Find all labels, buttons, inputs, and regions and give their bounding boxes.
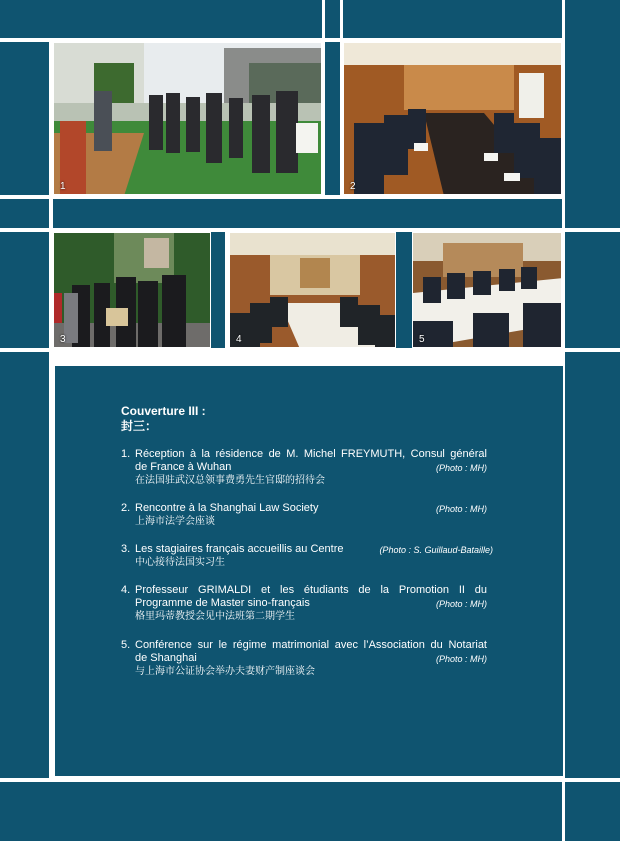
item-4-number: 4. bbox=[121, 584, 131, 596]
photo-3-image bbox=[54, 233, 211, 348]
item-4-line2: Programme de Master sino-français bbox=[135, 597, 310, 609]
item-4-zh: 格里玛蒂教授会见中法班第二期学生 bbox=[135, 611, 295, 622]
frame-strip-b bbox=[396, 232, 412, 348]
frame-bottom-right bbox=[565, 782, 620, 841]
item-3-credit: (Photo : S. Guillaud-Bataille) bbox=[379, 545, 493, 555]
frame-left-lower bbox=[0, 352, 49, 778]
item-2-number: 2. bbox=[121, 502, 131, 514]
caption-item-5 bbox=[121, 639, 487, 678]
item-3-zh: 中心接待法国实习生 bbox=[135, 557, 225, 568]
photo-5-number: 5 bbox=[419, 334, 425, 345]
item-3-line1: Les stagiaires français accueillis au Centre bbox=[135, 543, 344, 555]
frame-band bbox=[0, 199, 49, 228]
caption-panel bbox=[55, 366, 563, 776]
frame-top-mid bbox=[325, 0, 340, 38]
photo-4 bbox=[229, 232, 396, 348]
frame-left-upper bbox=[0, 42, 49, 195]
item-1-credit: (Photo : MH) bbox=[435, 463, 487, 473]
caption-item-1 bbox=[121, 448, 487, 487]
item-3-number: 3. bbox=[121, 543, 131, 555]
item-2-credit: (Photo : MH) bbox=[435, 504, 487, 514]
photo-3 bbox=[53, 232, 211, 348]
item-4-line2-row bbox=[135, 597, 487, 610]
photo-2-image bbox=[344, 43, 562, 195]
frame-bottom-left bbox=[0, 782, 562, 841]
heading-fr: Couverture III : bbox=[121, 404, 206, 418]
heading-zh: 封三： bbox=[121, 419, 158, 433]
item-4-line1: Professeur GRIMALDI et les étudiants de la Promotion II du bbox=[135, 584, 487, 596]
photo-2-number: 2 bbox=[350, 181, 356, 192]
photo-2 bbox=[343, 42, 562, 195]
item-2-line1-row bbox=[135, 502, 487, 515]
frame-left-middle bbox=[0, 232, 49, 348]
frame-top-right bbox=[343, 0, 562, 38]
item-1-line2: de France à Wuhan bbox=[135, 461, 232, 473]
caption-heading bbox=[121, 404, 206, 434]
photo-4-number: 4 bbox=[236, 334, 242, 345]
frame-right-middle bbox=[565, 232, 620, 348]
item-1-line2-row bbox=[135, 461, 487, 474]
caption-item-4 bbox=[121, 584, 487, 623]
item-1-zh: 在法国驻武汉总领事费勇先生官邸的招待会 bbox=[135, 475, 325, 486]
item-5-line2-row bbox=[135, 652, 487, 665]
item-5-line1: Conférence sur le régime matrimonial avec l’Association du Notariat bbox=[135, 639, 487, 651]
frame-strip-a bbox=[211, 232, 225, 348]
item-5-credit: (Photo : MH) bbox=[435, 654, 487, 664]
item-4-credit: (Photo : MH) bbox=[435, 599, 487, 609]
photo-1 bbox=[53, 42, 322, 195]
photo-3-number: 3 bbox=[60, 334, 66, 345]
photo-5 bbox=[412, 232, 562, 348]
item-3-line1-row bbox=[135, 543, 493, 556]
item-2-zh: 上海市法学会座谈 bbox=[135, 516, 215, 527]
item-5-zh: 与上海市公证协会举办夫妻财产制座谈会 bbox=[135, 666, 315, 677]
frame-band-wide bbox=[53, 199, 562, 228]
frame-right-column bbox=[565, 0, 620, 228]
photo-4-image bbox=[230, 233, 396, 348]
item-5-number: 5. bbox=[121, 639, 131, 651]
caption-item-3 bbox=[121, 543, 493, 569]
frame-mid-strip bbox=[325, 42, 340, 195]
photo-5-image bbox=[413, 233, 562, 348]
item-2-line1: Rencontre à la Shanghai Law Society bbox=[135, 502, 319, 514]
frame-top-left bbox=[0, 0, 322, 38]
item-5-line2: de Shanghai bbox=[135, 652, 197, 664]
item-1-line1: Réception à la résidence de M. Michel FREYMUTH, Consul général bbox=[135, 448, 487, 460]
photo-1-number: 1 bbox=[60, 181, 66, 192]
caption-item-2 bbox=[121, 502, 487, 528]
photo-1-image bbox=[54, 43, 322, 195]
item-1-number: 1. bbox=[121, 448, 131, 460]
frame-right-lower bbox=[565, 352, 620, 778]
